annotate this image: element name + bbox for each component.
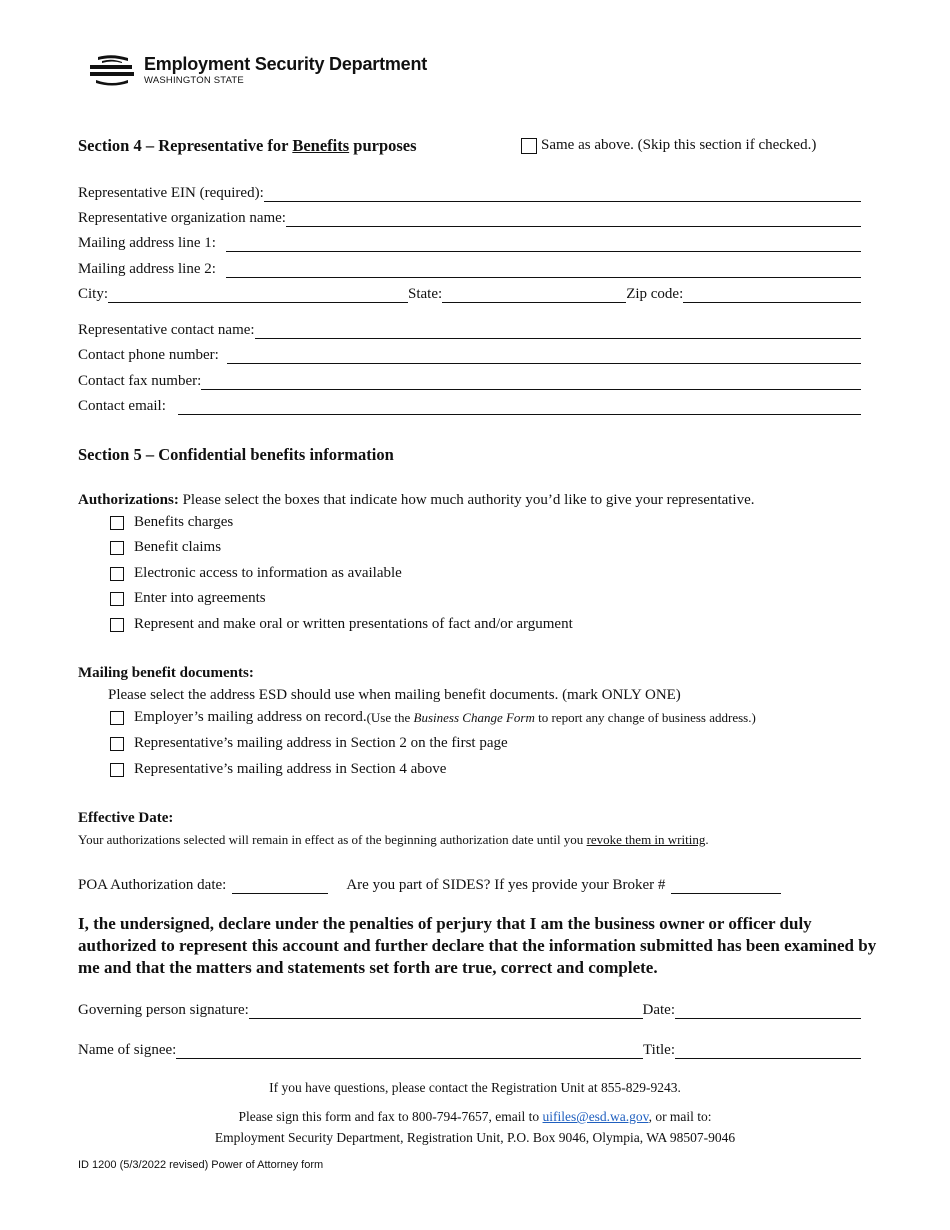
field-fax: Contact fax number: [78,370,861,390]
org-state: WASHINGTON STATE [144,74,244,86]
city-input[interactable] [108,287,408,303]
state-input[interactable] [442,287,626,303]
same-as-above-option[interactable] [521,137,816,154]
section5-title: Section 5 – Confidential benefits information [78,445,394,464]
mailing-heading: Mailing benefit documents: [78,665,254,681]
checkbox-icon[interactable] [110,592,124,606]
signature-date-input[interactable] [675,1003,861,1019]
fax-input[interactable] [201,374,861,390]
poa-date-input[interactable] [232,878,328,894]
org-name: Employment Security Department [144,53,428,74]
mail-address: Employment Security Department, Registration Unit, P.O. Box 9046, Olympia, WA 98507-9046 [214,1130,736,1145]
auth-option[interactable]: Represent and make oral or written presentations of fact and/or argument [110,616,573,633]
effective-date-heading: Effective Date: [78,810,174,826]
phone-input[interactable] [227,348,861,364]
same-as-above-checkbox[interactable] [521,138,537,154]
signee-row: Name of signee: Title: [78,1039,861,1059]
esd-logo-icon [88,53,136,87]
effective-date-text: Your authorizations selected will remain in effect as of the beginning authorization date until you revoke them in writing. [78,832,709,847]
org-name-input[interactable] [286,211,861,227]
zip-input[interactable] [683,287,861,303]
signature-input[interactable] [249,1003,643,1019]
auth-option[interactable]: Benefits charges [110,514,233,531]
checkbox-icon[interactable] [110,618,124,632]
checkbox-icon[interactable] [110,541,124,555]
broker-number-input[interactable] [671,878,781,894]
auth-option[interactable]: Benefit claims [110,539,221,556]
ein-input[interactable] [264,186,861,202]
mailing-option-employer[interactable]: Employer’s mailing address on record. (Use the Business Change Form to report any change of business address.) [110,709,756,726]
questions-text: If you have questions, please contact the Registration Unit at 855-829-9243. [269,1080,681,1095]
mailing-instruction: Please select the address ESD should use when mailing benefit documents. (mark ONLY ONE) [108,687,681,703]
contact-name-input[interactable] [255,323,861,339]
same-as-above-label: Same as above. (Skip this section if checked.) [541,137,817,153]
header-logo [88,53,427,87]
checkbox-icon[interactable] [110,711,124,725]
mailing-option-section4[interactable]: Representative’s mailing address in Section 4 above [110,761,446,778]
signee-name-input[interactable] [176,1043,643,1059]
field-addr1: Mailing address line 1: [78,232,861,252]
mailing-option-section2[interactable]: Representative’s mailing address in Section 2 on the first page [110,735,508,752]
addr1-input[interactable] [226,236,861,252]
business-change-note: (Use the Business Change Form to report any change of business address.) [366,709,756,725]
field-phone: Contact phone number: [78,344,861,364]
sign-instructions: Please sign this form and fax to 800-794-7657, email to uifiles@esd.wa.gov, or mail to: [238,1109,712,1124]
declaration-text: I, the undersigned, declare under the penalties of perjury that I am the business owner or officer duly authorized to represent this account and further declare that the information submitted has been examined by me and that the matters and statements set forth are true, correct and complete. [78,914,877,977]
signee-title-input[interactable] [675,1043,861,1059]
email-input[interactable] [178,399,861,415]
field-city-state-zip: City: State: Zip code: [78,283,861,303]
section4-title: Section 4 – Representative for Benefits purposes [78,136,417,155]
checkbox-icon[interactable] [110,516,124,530]
checkbox-icon[interactable] [110,737,124,751]
authorizations-heading: Authorizations: Please select the boxes that indicate how much authority you’d like to give your representative. [78,492,755,508]
field-email: Contact email: [78,395,861,415]
poa-row: POA Authorization date: Are you part of SIDES? If yes provide your Broker # [78,874,858,894]
field-org-name: Representative organization name: [78,207,861,227]
field-ein: Representative EIN (required): [78,182,861,202]
email-link[interactable]: uifiles@esd.wa.gov [542,1109,649,1124]
field-contact-name: Representative contact name: [78,319,861,339]
signature-row: Governing person signature: Date: [78,999,861,1019]
auth-option[interactable]: Enter into agreements [110,590,266,607]
field-addr2: Mailing address line 2: [78,258,861,278]
checkbox-icon[interactable] [110,567,124,581]
form-id-footer: ID 1200 (5/3/2022 revised) Power of Attorney form [78,1159,324,1171]
auth-option[interactable]: Electronic access to information as available [110,565,402,582]
revoke-link[interactable]: revoke them in writing [586,832,706,847]
addr2-input[interactable] [226,262,861,278]
checkbox-icon[interactable] [110,763,124,777]
